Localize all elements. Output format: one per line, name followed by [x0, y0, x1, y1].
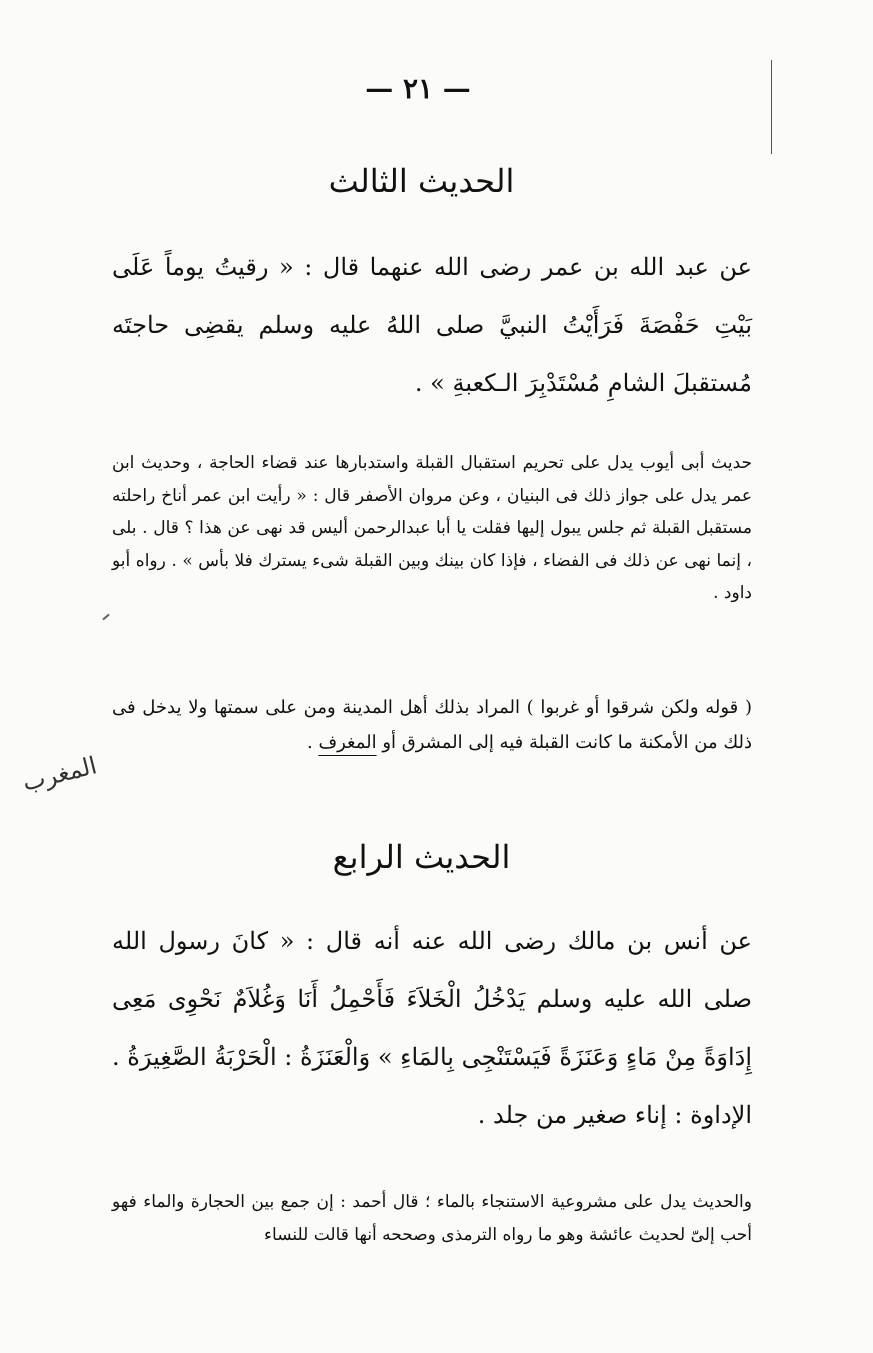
- page-number: — ٢١ —: [365, 72, 471, 105]
- handwritten-margin-note: المغرب: [19, 751, 100, 797]
- hadith-3-text: عن عبد الله بن عمر رضى الله عنهما قال : « رقيتُ يوماً عَلَى بَيْتِ حَفْصَةَ فَرَأَيْتُ النبيَّ صلى اللهُ عليه وسلم يقضِى حاجتَه مُستقبلَ الشامِ مُسْتَدْبِرَ الـكعبةِ » .: [112, 253, 753, 397]
- commentary-2-text-end: .: [307, 732, 319, 753]
- commentary-3-paragraph: والحديث يدل على مشروعية الاستنجاء بالماء ؛ قال أحمد : إن جمع بين الحجارة والماء فهو أحب إلىّ لحديث عائشة وهو ما رواه الترمذى وصححه أنها قالت للنساء: [112, 1192, 752, 1245]
- commentary-2-text: ( قوله ولكن شرقوا أو غربوا ) المراد بذلك أهل المدينة ومن على سمتها ولا يدخل فى ذلك من الأمكنة ما كانت القبلة فيه إلى المشرق أو: [112, 697, 752, 753]
- underlined-word: المغرف: [318, 732, 377, 753]
- commentary-2-paragraph: [112, 690, 752, 760]
- hadith-4-text: عن أنس بن مالك رضى الله عنه أنه قال : « كانَ رسول الله صلى الله عليه وسلم يَدْخُلُ الْخَلاَءَ فَأَحْمِلُ أَنَا وَغُلاَمٌ نَحْوِى مَعِى إِدَاوَةً مِنْ مَاءٍ وَعَنَزَةً فَيَسْتَنْجِى بِالمَاءِ » وَالْعَنَزَةُ : الْحَرْبَةُ الصَّغِيرَةُ . الإداوة : إناء صغير من جلد .: [112, 927, 752, 1129]
- commentary-1-paragraph: حديث أبى أيوب يدل على تحريم استقبال القبلة واستدبارها عند قضاء الحاجة ، وحديث ابن عمر يدل على جواز ذلك فى البنيان ، وعن مروان الأصفر قال : « رأيت ابن عمر أناخ راحلته مستقبل القبلة ثم جلس يبول إليها فقلت يا أبا عبدالرحمن أليس قد نهى عن هذا ؟ قال . بلى ، إنما نهى عن ذلك فى الفضاء ، فإذا كان بينك وبين القبلة شىء يسترك فلا بأس » . رواه أبو داود .: [112, 453, 752, 603]
- hadith-3-title: الحديث الثالث: [328, 162, 515, 200]
- hadith-4-title: الحديث الرابع: [332, 838, 511, 876]
- pencil-mark: [102, 614, 109, 621]
